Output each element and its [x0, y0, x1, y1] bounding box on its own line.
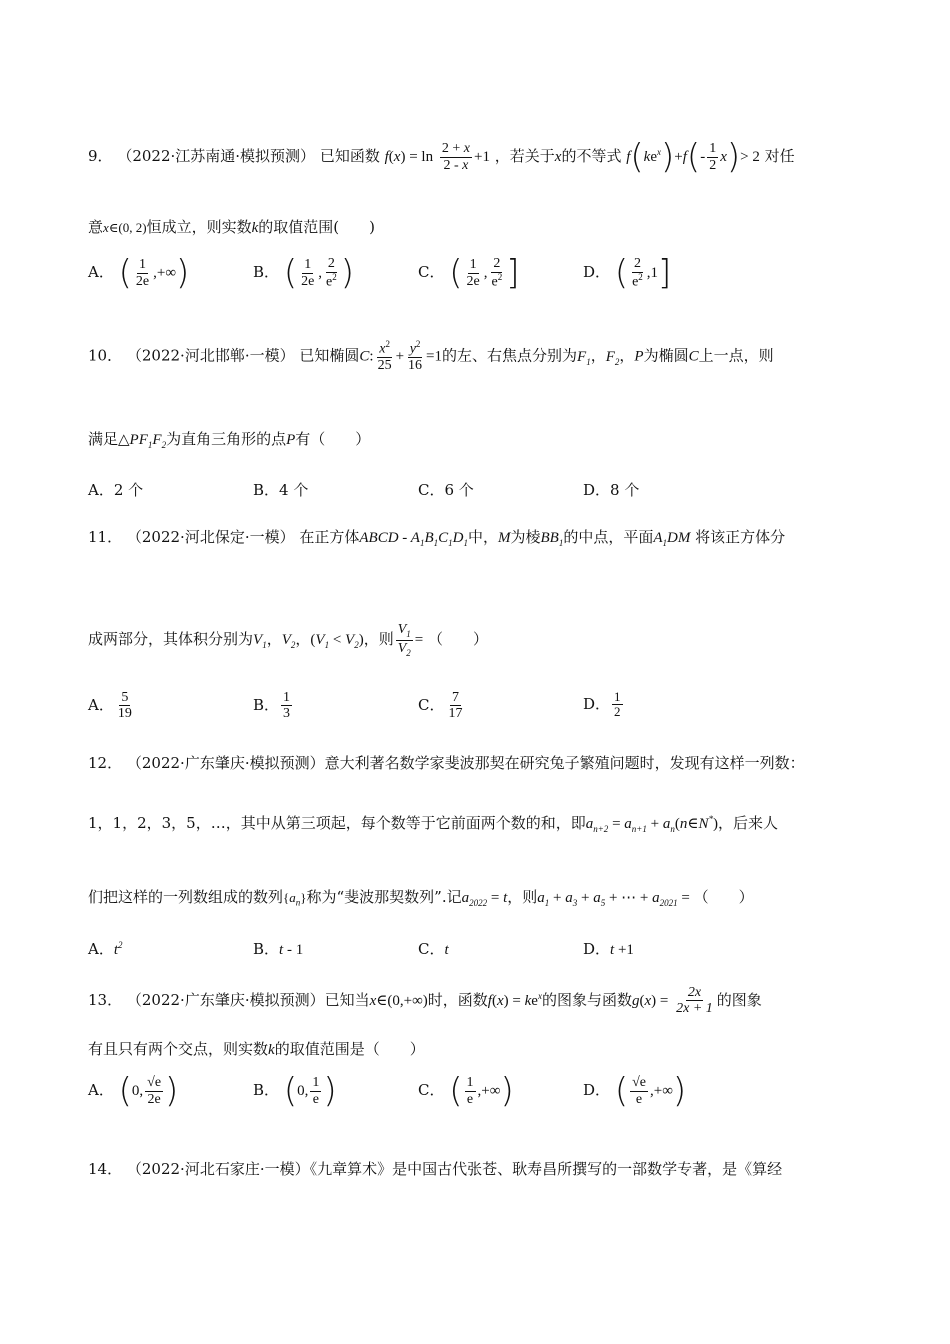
question-source: （2022·河北邯郸·一模） — [126, 346, 295, 365]
question-text: 将该正方体分 — [695, 528, 786, 546]
option-a[interactable]: A．2 个 — [88, 481, 144, 499]
option-label: A． — [88, 695, 114, 714]
fraction: $\frac{2 + x}{2 - x}$ — [441, 141, 470, 173]
question-13-line-2 — [88, 1038, 862, 1059]
question-source: （2022·广东肇庆·模拟预测） — [126, 754, 325, 772]
option-a[interactable]: A． (0, $\frac{√e}{2e}$ ) — [88, 1071, 179, 1111]
option-c[interactable]: C． $\frac{7}{17}$ — [418, 690, 463, 722]
variable: M — [498, 530, 511, 546]
option-label: A． — [88, 940, 114, 958]
formula-cube: ABCD - $A_1B_1C_1D_1$ — [359, 530, 468, 548]
variable: k — [268, 1042, 275, 1058]
question-12-line-3: 们把这样的一列数组成的数列$\{a_n\}$称为“斐波那契数列”.记$a_{2022} = t$，则$a_1 + a_3 + a_5$ + ⋯ + $a_{2021}$ = （ ） — [88, 888, 754, 908]
question-text: ，则 — [507, 888, 538, 906]
question-10-line-2: 满足$\triangle PF_1F_2$为直角三角形的点P有（ ） — [88, 430, 371, 450]
option-label: B． — [253, 1081, 280, 1099]
option-label: B． — [253, 263, 280, 281]
option-d[interactable]: D． ( $\frac{√e}{e}$ ,+∞) — [583, 1071, 687, 1111]
formula-domain: x — [103, 220, 109, 235]
question-text: 的取值范围( ) — [258, 218, 375, 236]
option-c[interactable]: C．t — [418, 940, 449, 958]
question-number: 11． — [88, 528, 123, 546]
formula-inequality: f — [626, 149, 631, 165]
question-text: 已知椭圆 — [299, 346, 360, 365]
question-text: 时，函数 — [427, 990, 488, 1009]
question-10-line-1: 10． （2022·河北邯郸·一模） 已知椭圆C: $\frac{x^2}{25}$ + $\frac{y^2}{16}$ =1的左、右焦点分别为$F_1$，$F_2$，P为椭圆C上一点，则 — [88, 339, 774, 374]
option-c[interactable]: C． ( $\frac{1}{2e}$ , $\frac{2}{e^2}$ ] — [418, 253, 520, 293]
option-label: D． — [583, 694, 611, 713]
question-text: 已知当 — [324, 990, 370, 1009]
question-text: 们把这样的一列数组成的数列 — [88, 888, 284, 906]
option-d[interactable]: D．8 个 — [583, 481, 640, 499]
question-text: 在正方体 — [299, 528, 360, 546]
question-text: 有（ ） — [295, 430, 371, 448]
option-d[interactable]: D． $\frac{1}{2}$ — [583, 689, 621, 720]
formula-ellipse: C — [359, 348, 370, 365]
formula-g: g — [631, 992, 640, 1009]
question-text: 的中点，平面 — [563, 528, 654, 546]
variable: x — [554, 149, 562, 165]
option-c[interactable]: C．6 个 — [418, 481, 474, 499]
question-text: ，后来人 — [717, 814, 778, 832]
question-source: （2022·河北保定·一模） — [126, 528, 295, 546]
question-number: 9． — [88, 147, 113, 165]
question-text: 对任 — [764, 147, 795, 165]
question-text: 中， — [467, 528, 498, 546]
question-14-line-1 — [88, 1158, 862, 1179]
question-text: 的取值范围是（ ） — [274, 1040, 425, 1058]
formula-f-kex: f — [487, 992, 492, 1009]
question-number: 10． — [88, 346, 123, 365]
question-text: （ ） — [693, 888, 754, 906]
question-text: 上一点，则 — [698, 346, 774, 365]
question-text: 为直角三角形的点 — [166, 430, 287, 448]
question-text: 《九章算术》是中国古代张苍、耿寿昌所撰写的一部数学专著，是《算经 — [309, 1160, 783, 1178]
option-label: A． — [88, 1081, 114, 1099]
question-text: 恒成立，则实数 — [146, 218, 252, 236]
question-text: 成两部分，其体积分别为 — [88, 630, 254, 649]
option-b[interactable]: B．t - 1 — [253, 940, 304, 958]
option-label: A． — [88, 263, 114, 281]
option-a[interactable]: A．$t^2$ — [88, 940, 123, 958]
question-source: （2022·广东肇庆·模拟预测） — [126, 990, 325, 1009]
question-12-line-2: 1，1，2，3，5，…，其中从第三项起，每个数等于它前面两个数的和，即$a_{n+2} = a_{n+1}$ + $a_n(n\in N^*)$，后来人 — [88, 814, 778, 834]
option-a[interactable]: A． ( $\frac{1}{2e}$ ,+∞) — [88, 253, 190, 293]
option-a[interactable]: A． $\frac{5}{19}$ — [88, 690, 132, 722]
question-text: ，若关于 — [494, 147, 555, 165]
question-text: 为棱 — [510, 528, 541, 546]
question-source: （2022·江苏南通·模拟预测） — [117, 147, 316, 165]
question-text: 1，1，2，3，5，…，其中从第三项起，每个数等于它前面两个数的和，即 — [88, 814, 586, 832]
question-text: 为椭圆 — [643, 346, 689, 365]
option-b[interactable]: B． (0, $\frac{1}{e}$ ) — [253, 1071, 337, 1111]
question-text: 有且只有两个交点，则实数 — [88, 1040, 269, 1058]
question-text: 的左、右焦点分别为 — [442, 346, 578, 365]
question-9-line-2: 意x∈(0, 2)恒成立，则实数k的取值范围( ) — [88, 218, 375, 236]
option-b[interactable]: B．4 个 — [253, 481, 309, 499]
question-11-line-1: 11． （2022·河北保定·一模） 在正方体ABCD - $A_1B_1C_1D_1$中，M为棱$BB_1$的中点，平面$A_1DM$ 将该正方体分 — [88, 528, 786, 548]
question-13-line-1: 13． （2022·广东肇庆·模拟预测）已知当x∈(0,+∞)时，函数$f(x) = ke^x$的图象与函数g(x) = $\frac{2x}{2x + 1}$ 的图象 — [88, 985, 762, 1017]
question-number: 12． — [88, 754, 123, 772]
option-label: B． — [253, 695, 280, 714]
option-d[interactable]: D．t +1 — [583, 940, 634, 958]
question-text: （ ） — [428, 630, 489, 649]
option-label: C． — [418, 1081, 445, 1099]
formula-recurrence: $a_{n+2}$ — [585, 816, 609, 834]
option-label: C． — [418, 940, 445, 958]
option-label: D． — [583, 1081, 611, 1099]
question-text: 意大利著名数学家斐波那契在研究兔子繁殖问题时，发现有这样一列数： — [324, 754, 805, 772]
option-label: B． — [253, 940, 280, 958]
option-label: C． — [418, 695, 445, 714]
question-text: 称为“斐波那契数列”.记 — [306, 888, 462, 906]
formula-triangle: $\triangle PF_1F_2$ — [118, 432, 167, 450]
question-text: 的图象 — [716, 990, 762, 1009]
option-label: D． — [583, 263, 611, 281]
question-12-line-1 — [88, 752, 862, 773]
question-9-line-1: 9． （2022·江苏南通·模拟预测） 已知函数 f(x) = ln $\frac{2 + x}{2 - x}$ +1 ，若关于x的不等式 $f(ke^x)+f(-$ $\frac{1}{2}$ x)> 2 对任 — [88, 137, 795, 177]
question-text: 满足 — [88, 430, 119, 448]
question-text: 意 — [88, 218, 104, 236]
question-text: 的不等式 — [561, 147, 622, 165]
question-text: ，则 — [363, 630, 394, 649]
option-b[interactable]: B． $\frac{1}{3}$ — [253, 690, 291, 722]
option-label: C． — [418, 263, 445, 281]
option-c[interactable]: C． ( $\frac{1}{e}$ ,+∞) — [418, 1071, 514, 1111]
question-text: 的图象与函数 — [541, 990, 632, 1009]
question-number: 13． — [88, 990, 123, 1009]
variable: k — [251, 220, 259, 236]
question-source: （2022·河北石家庄·一模） — [126, 1160, 310, 1178]
question-11-line-2: 成两部分，其体积分别为$V_1$，$V_2$，$(V_1 < V_2)$，则 $\frac{V_1}{V_2}$ = （ ） — [88, 622, 489, 658]
option-b[interactable]: B． ( $\frac{1}{2e}$ , $\frac{2}{e^2}$ ) — [253, 253, 355, 293]
option-d[interactable]: D． ( $\frac{2}{e^2}$ ,1] — [583, 253, 672, 293]
question-number: 14． — [88, 1160, 123, 1178]
formula-f-ln: f — [384, 149, 389, 165]
question-text: 已知函数 — [319, 147, 380, 165]
option-label: D． — [583, 940, 611, 958]
